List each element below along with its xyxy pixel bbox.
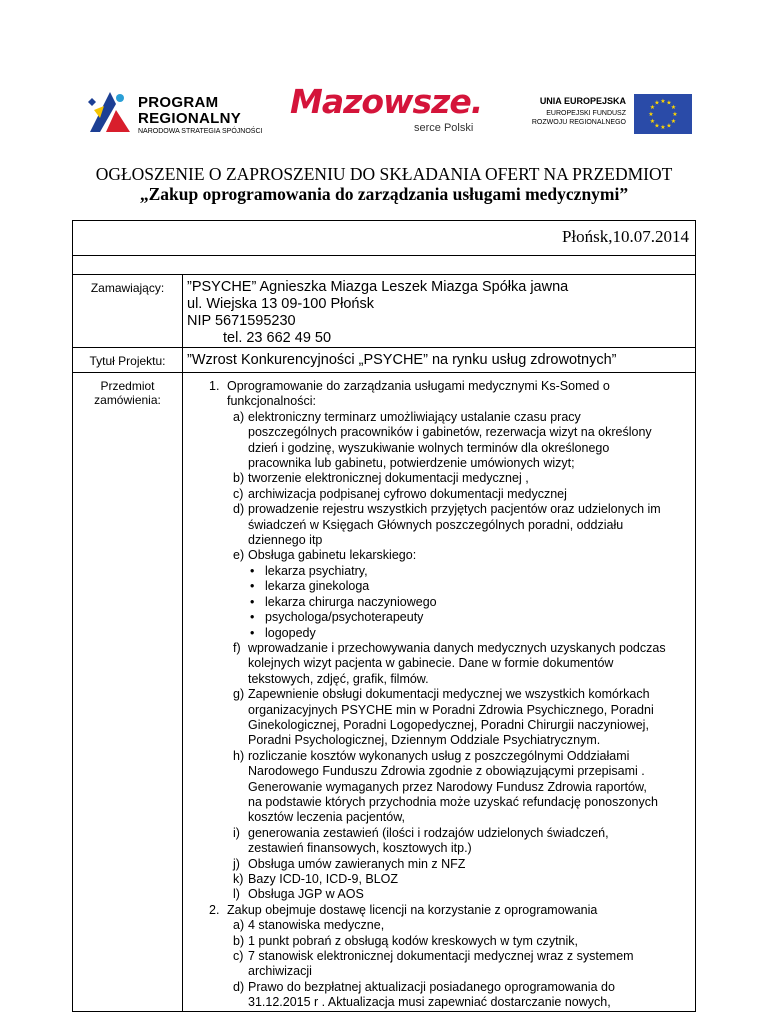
list-item: [183, 887, 695, 902]
svg-text:★: ★: [660, 98, 666, 105]
tender-table: [72, 220, 696, 1012]
list-item: [183, 595, 695, 610]
list-item: [183, 379, 695, 394]
list-text: kolejnych wizyt pacjenta w gabinecie. Dane w formie dokumentów: [248, 656, 614, 671]
list-text: Narodowego Funduszu Zdrowia zgodnie z obowiązującymi przepisami .: [248, 764, 645, 779]
tytul-value: ”Wzrost Konkurencyjności „PSYCHE” na rynku usług zdrowotnych”: [183, 348, 696, 373]
list-item: [183, 995, 695, 1010]
empty-cell: [73, 256, 696, 275]
list-text: elektroniczny terminarz umożliwiający ustalanie czasu pracy: [248, 409, 581, 424]
list-item: [183, 626, 695, 641]
list-item: [183, 425, 695, 440]
list-text: Obsługa JGP w AOS: [248, 887, 364, 902]
svg-text:★: ★: [666, 99, 672, 107]
list-marker: b): [233, 933, 245, 948]
list-text: świadczeń w Księgach Głównych poszczególnych poradni, oddziału: [248, 517, 624, 532]
zamawiajacy-label: Zamawiający:: [73, 275, 183, 348]
tytul-row: [73, 348, 696, 373]
przedmiot-label-line2: zamówienia:: [94, 393, 161, 407]
list-item: [183, 718, 695, 733]
list-text: prowadzenie rejestru wszystkich przyjętych pacjentów oraz udzielonych im: [248, 502, 661, 517]
eu-fund-line1: EUROPEJSKI FUNDUSZ: [546, 110, 626, 117]
list-text: dziennego itp: [248, 533, 323, 548]
list-text: Zakup obejmuje dostawę licencji na korzystanie z oprogramowania: [227, 902, 598, 917]
list-marker: f): [233, 640, 241, 655]
list-text: 7 stanowisk elektronicznej dokumentacji medycznej wraz z systemem: [248, 949, 634, 964]
list-item: [183, 703, 695, 718]
list-item: [183, 964, 695, 979]
list-marker: k): [233, 872, 244, 886]
list-item: [183, 795, 695, 810]
list-item: [183, 410, 695, 425]
list-item: [183, 841, 695, 856]
list-item: [183, 918, 695, 933]
program-regionalny-logo: [86, 88, 286, 138]
list-text: poszczególnych pracowników i gabinetów, rezerwacja wizyt na określony: [248, 425, 652, 440]
eu-title: UNIA EUROPEJSKA: [539, 96, 626, 106]
list-text: organizacyjnych PSYCHE min w Poradni Zdrowia Psychicznego, Poradni: [248, 702, 654, 717]
list-item: [183, 548, 695, 563]
list-text: tworzenie elektronicznej dokumentacji medycznej ,: [248, 471, 529, 486]
list-text: generowania zestawień (ilości i rodzajów udzielonych świadczeń,: [248, 825, 609, 840]
announcement-title: OGŁOSZENIE O ZAPROSZENIU DO SKŁADANIA OFERT NA PRZEDMIOT: [95, 164, 673, 184]
list-item: [183, 980, 695, 995]
list-item: [183, 749, 695, 764]
tytul-label: Tytuł Projektu:: [73, 348, 183, 373]
list-text: kosztów leczenia pacjentów,: [248, 810, 406, 825]
list-text: Bazy ICD-10, ICD-9, BLOZ: [248, 872, 399, 886]
list-item: [183, 903, 695, 918]
list-marker: j): [233, 856, 240, 871]
mazowsze-wordmark: Mazowsze.: [290, 82, 483, 121]
przedmiot-content: [183, 373, 696, 1012]
list-marker: c): [233, 486, 244, 501]
list-item: [183, 564, 695, 579]
zamawiajacy-row: [73, 275, 696, 348]
list-item: [183, 533, 695, 548]
list-item: [183, 487, 695, 502]
list-item: [183, 456, 695, 471]
przedmiot-label: [73, 373, 183, 1012]
list-marker: •: [250, 563, 255, 578]
list-marker: a): [233, 918, 245, 933]
list-item: [183, 826, 695, 841]
list-item: [183, 394, 695, 409]
list-text: tekstowych, zdjęć, grafik, filmów.: [248, 671, 429, 686]
date-row: [73, 221, 696, 256]
list-text: 31.12.2015 r . Aktualizacja musi zapewniać dostarczanie nowych,: [248, 995, 611, 1010]
svg-text:★: ★: [672, 111, 678, 118]
svg-text:★: ★: [649, 104, 656, 111]
svg-text:★: ★: [660, 124, 666, 131]
list-marker: h): [233, 748, 245, 763]
przedmiot-row: [73, 373, 696, 1012]
list-item: [183, 687, 695, 702]
list-text: psychologa/psychoterapeuty: [265, 610, 424, 625]
list-marker: c): [233, 949, 244, 964]
svg-text:★: ★: [648, 111, 654, 118]
company-address: ul. Wiejska 13 09-100 Płońsk: [187, 296, 374, 312]
list-text: Poradni Psychologicznej, Dziennym Oddziale Psychiatrycznym.: [248, 733, 601, 748]
list-text: Ginekologicznej, Poradni Logopedycznej, Poradni Chirurgii naczyniowej,: [248, 717, 649, 732]
list-text: 1 punkt pobrań z obsługą kodów kreskowych w tym czytnik,: [248, 933, 579, 948]
svg-text:★: ★: [649, 118, 656, 125]
list-item: [183, 780, 695, 795]
list-text: lekarza chirurga naczyniowego: [265, 594, 437, 609]
serce-polski-text: serce Polski: [414, 122, 474, 134]
list-item: [183, 441, 695, 456]
list-text: dzień i godzinę, wyszukiwanie wolnych terminów dla określonego: [248, 440, 610, 455]
list-item: [183, 610, 695, 625]
list-text: archiwizacji: [248, 964, 312, 979]
program-regionalny-icon: [86, 88, 134, 136]
list-text: lekarza psychiatry,: [265, 563, 368, 578]
list-item: [183, 471, 695, 486]
list-marker: •: [250, 610, 255, 625]
list-text: Generowanie wymaganych przez Narodowy Fundusz Zdrowia raportów,: [248, 779, 647, 794]
eu-logo: [512, 94, 692, 136]
list-text: rozliczanie kosztów wykonanych usług z poszczególnymi Oddziałami: [248, 748, 630, 763]
list-item: [183, 810, 695, 825]
logos-header: [0, 0, 768, 150]
list-item: [183, 579, 695, 594]
list-text: lekarza ginekologa: [265, 579, 370, 594]
list-text: zestawień finansowych, kosztowych itp.): [248, 841, 472, 856]
list-marker: e): [233, 548, 245, 563]
list-marker: i): [233, 825, 240, 840]
list-text: Zapewnienie obsługi dokumentacji medycznej we wszystkich komórkach: [248, 687, 650, 702]
list-text: Obsługa umów zawieranych min z NFZ: [248, 856, 466, 871]
list-item: [183, 656, 695, 671]
announcement-subtitle: „Zakup oprogramowania do zarządzania usługami medycznymi”: [139, 184, 629, 204]
list-marker: •: [250, 579, 255, 594]
list-item: [183, 641, 695, 656]
list-marker: d): [233, 979, 245, 994]
list-text: na podstawie których przychodnia może uzyskać refundację ponoszonych: [248, 794, 658, 809]
company-nip: NIP 5671595230: [187, 313, 296, 329]
list-marker: a): [233, 409, 245, 424]
list-text: 4 stanowiska medyczne,: [248, 918, 385, 933]
list-marker: g): [233, 687, 245, 702]
program-text: PROGRAM: [138, 94, 219, 111]
svg-text:★: ★: [654, 99, 660, 107]
company-phone: tel. 23 662 49 50: [223, 330, 332, 346]
list-text: Obsługa gabinetu lekarskiego:: [248, 548, 417, 563]
list-item: [183, 857, 695, 872]
przedmiot-label-line1: Przedmiot: [100, 379, 155, 393]
regionalny-text: REGIONALNY: [138, 110, 242, 127]
svg-text:★: ★: [666, 122, 672, 130]
list-marker: •: [250, 625, 255, 640]
company-name: ”PSYCHE” Agnieszka Miazga Leszek Miazga Spółka jawna: [187, 279, 569, 295]
list-marker: 1.: [209, 379, 220, 393]
list-text: logopedy: [265, 625, 316, 640]
list-item: [183, 502, 695, 517]
list-text: wprowadzanie i przechowywania danych medycznych uzyskanych podczas: [248, 640, 666, 655]
eu-flag-icon: [634, 94, 692, 134]
list-marker: b): [233, 471, 245, 486]
eu-fund-line2: ROZWOJU REGIONALNEGO: [531, 119, 626, 126]
list-item: [183, 672, 695, 687]
svg-text:★: ★: [670, 104, 677, 111]
mazowsze-logo: [290, 82, 500, 140]
empty-row: [73, 256, 696, 275]
list-item: [183, 733, 695, 748]
list-marker: 2.: [209, 902, 220, 917]
list-text: pracownika lub gabinetu, potwierdzenie umówionych wizyt;: [248, 456, 575, 471]
date-text: Płońsk,10.07.2014: [73, 221, 696, 256]
list-text: archiwizacja podpisanej cyfrowo dokumentacji medycznej: [248, 486, 567, 501]
list-marker: l): [233, 887, 240, 902]
list-text: funkcjonalności:: [227, 394, 316, 409]
svg-text:★: ★: [670, 118, 677, 125]
list-item: [183, 949, 695, 964]
list-text: Oprogramowanie do zarządzania usługami medycznymi Ks-Somed o: [227, 379, 610, 393]
list-item: [183, 518, 695, 533]
zamawiajacy-value: [183, 275, 696, 348]
list-item: [183, 872, 695, 887]
list-item: [183, 764, 695, 779]
strategia-text: NARODOWA STRATEGIA SPÓJNOŚCI: [138, 128, 263, 135]
list-text: Prawo do bezpłatnej aktualizacji posiadanego oprogramowania do: [248, 979, 615, 994]
svg-text:★: ★: [654, 122, 660, 130]
list-item: [183, 934, 695, 949]
list-marker: •: [250, 594, 255, 609]
list-marker: d): [233, 502, 245, 517]
